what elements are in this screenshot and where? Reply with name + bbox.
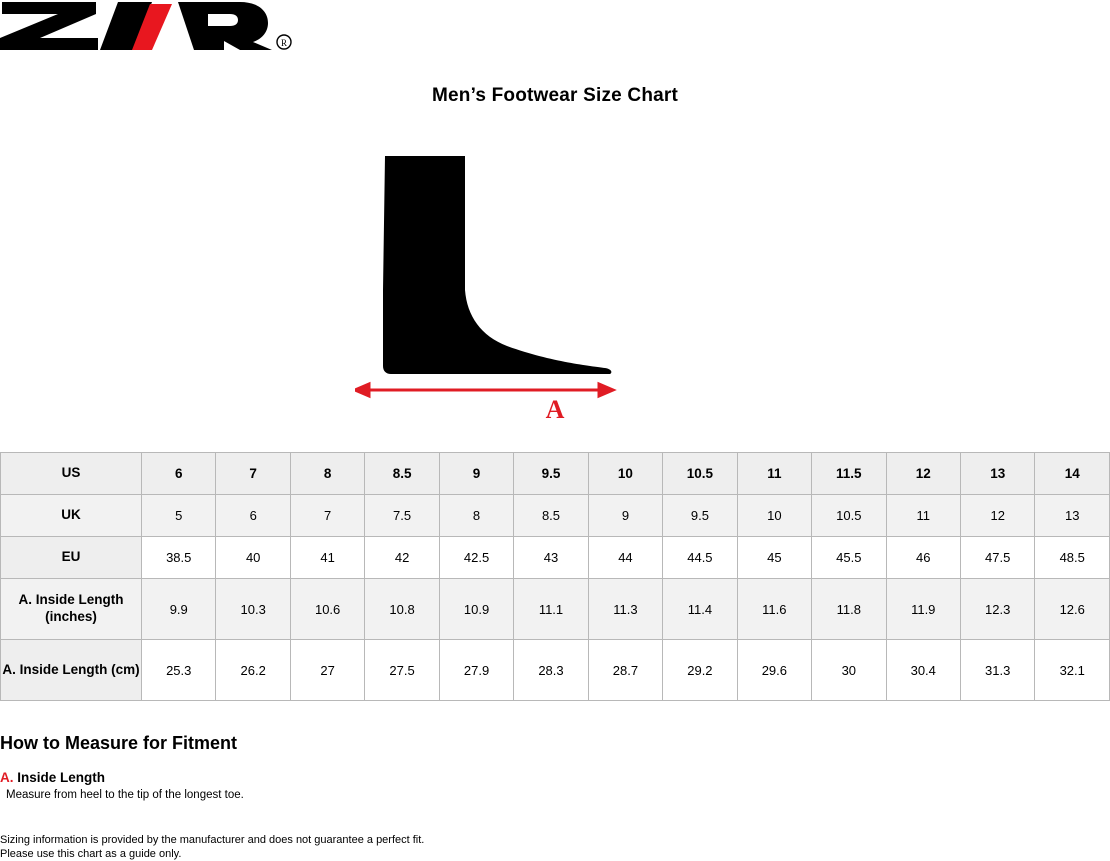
cell-uk-10: 11	[886, 495, 960, 537]
page-title: Men’s Footwear Size Chart	[431, 85, 679, 106]
dimension-letter-a: A	[545, 395, 565, 424]
cell-us-11: 13	[960, 453, 1034, 495]
cell-uk-9: 10.5	[812, 495, 886, 537]
cell-us-6: 10	[588, 453, 662, 495]
cell-us-9: 11.5	[812, 453, 886, 495]
measure-item-a	[0, 770, 105, 785]
row-header-us: US	[1, 453, 142, 495]
cell-uk-11: 12	[960, 495, 1034, 537]
cell-us-7: 10.5	[663, 453, 737, 495]
cell-us-0: 6	[142, 453, 216, 495]
disclaimer	[0, 833, 424, 861]
cell-us-8: 11	[737, 453, 811, 495]
cell-eu-9: 45.5	[812, 537, 886, 579]
cell-eu-3: 42	[365, 537, 439, 579]
cell-eu-1: 40	[216, 537, 290, 579]
foot-diagram	[0, 140, 1110, 430]
cell-us-5: 9.5	[514, 453, 588, 495]
cell-uk-5: 8.5	[514, 495, 588, 537]
cell-in-1: 10.3	[216, 579, 290, 640]
cell-in-0: 9.9	[142, 579, 216, 640]
cell-uk-6: 9	[588, 495, 662, 537]
cell-in-7: 11.4	[663, 579, 737, 640]
cell-cm-2: 27	[290, 640, 364, 701]
cell-in-12: 12.6	[1035, 579, 1110, 640]
row-header-uk: UK	[1, 495, 142, 537]
cell-uk-7: 9.5	[663, 495, 737, 537]
cell-eu-11: 47.5	[960, 537, 1034, 579]
cell-cm-7: 29.2	[663, 640, 737, 701]
cell-eu-10: 46	[886, 537, 960, 579]
row-header-eu: EU	[1, 537, 142, 579]
cell-cm-3: 27.5	[365, 640, 439, 701]
cell-cm-9: 30	[812, 640, 886, 701]
cell-us-2: 8	[290, 453, 364, 495]
cell-cm-6: 28.7	[588, 640, 662, 701]
cell-cm-4: 27.9	[439, 640, 513, 701]
cell-us-1: 7	[216, 453, 290, 495]
cell-eu-5: 43	[514, 537, 588, 579]
cell-uk-4: 8	[439, 495, 513, 537]
cell-uk-0: 5	[142, 495, 216, 537]
cell-in-5: 11.1	[514, 579, 588, 640]
cell-cm-0: 25.3	[142, 640, 216, 701]
cell-eu-0: 38.5	[142, 537, 216, 579]
size-chart-table	[0, 452, 1110, 701]
measure-description: Measure from heel to the tip of the longest toe.	[6, 789, 244, 801]
cell-us-12: 14	[1035, 453, 1110, 495]
table-row-inches	[1, 579, 1110, 640]
cell-in-9: 11.8	[812, 579, 886, 640]
cell-eu-8: 45	[737, 537, 811, 579]
table-row-eu	[1, 537, 1110, 579]
cell-cm-10: 30.4	[886, 640, 960, 701]
cell-in-6: 11.3	[588, 579, 662, 640]
table-row-cm	[1, 640, 1110, 701]
cell-in-4: 10.9	[439, 579, 513, 640]
measure-marker-a: A.	[0, 770, 14, 785]
cell-cm-8: 29.6	[737, 640, 811, 701]
cell-uk-8: 10	[737, 495, 811, 537]
cell-cm-1: 26.2	[216, 640, 290, 701]
cell-cm-12: 32.1	[1035, 640, 1110, 701]
cell-us-3: 8.5	[365, 453, 439, 495]
cell-in-8: 11.6	[737, 579, 811, 640]
cell-cm-11: 31.3	[960, 640, 1034, 701]
cell-eu-4: 42.5	[439, 537, 513, 579]
cell-eu-12: 48.5	[1035, 537, 1110, 579]
cell-us-10: 12	[886, 453, 960, 495]
disclaimer-line-1: Sizing information is provided by the manufacturer and does not guarantee a perfect fit.	[0, 834, 425, 846]
how-to-measure-heading: How to Measure for Fitment	[0, 733, 238, 753]
measure-label-inside-length: Inside Length	[17, 770, 106, 785]
cell-eu-2: 41	[290, 537, 364, 579]
cell-in-10: 11.9	[886, 579, 960, 640]
brand-logo	[0, 0, 300, 52]
row-header-inside-length-cm: A. Inside Length (cm)	[1, 640, 142, 701]
cell-eu-7: 44.5	[663, 537, 737, 579]
cell-us-4: 9	[439, 453, 513, 495]
table-row-us	[1, 453, 1110, 495]
cell-in-2: 10.6	[290, 579, 364, 640]
cell-uk-1: 6	[216, 495, 290, 537]
cell-in-3: 10.8	[365, 579, 439, 640]
cell-cm-5: 28.3	[514, 640, 588, 701]
row-header-inside-length-inches: A. Inside Length (inches)	[1, 579, 142, 640]
svg-text:R: R	[280, 38, 288, 48]
cell-uk-3: 7.5	[365, 495, 439, 537]
cell-uk-2: 7	[290, 495, 364, 537]
cell-uk-12: 13	[1035, 495, 1110, 537]
cell-in-11: 12.3	[960, 579, 1034, 640]
cell-eu-6: 44	[588, 537, 662, 579]
table-row-uk	[1, 495, 1110, 537]
disclaimer-line-2: Please use this chart as a guide only.	[0, 848, 182, 860]
